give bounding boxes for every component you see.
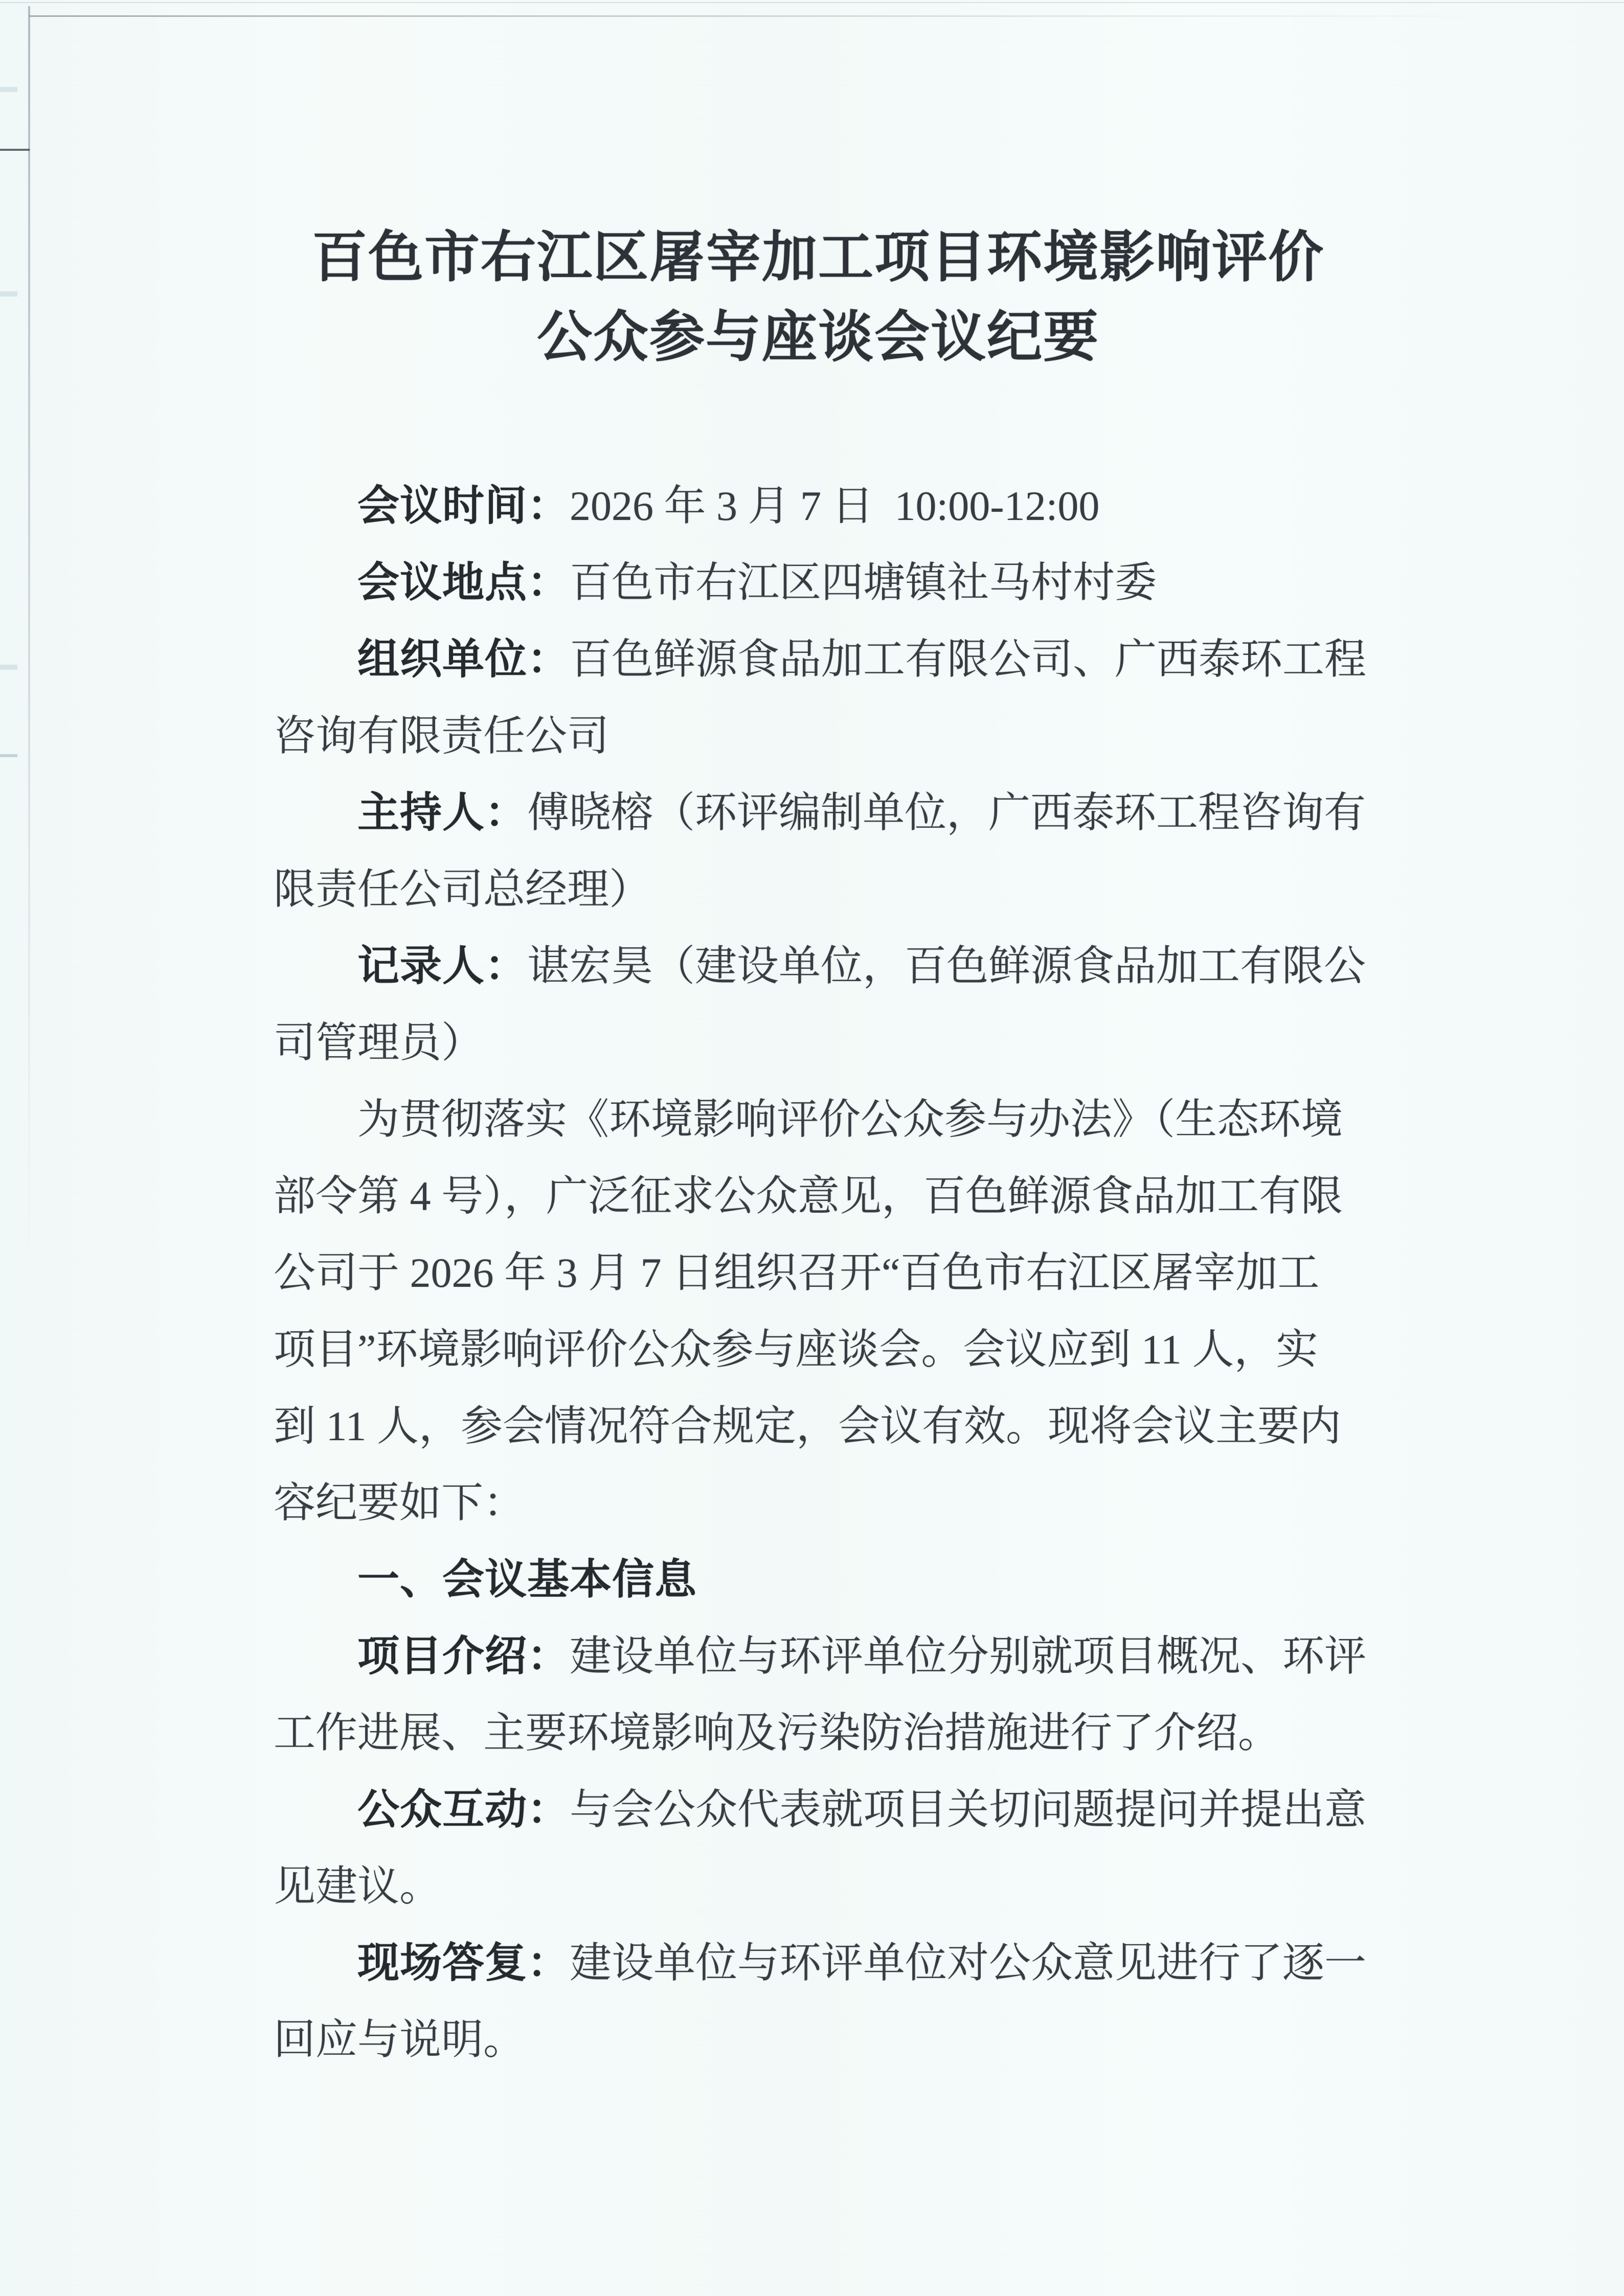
text-line — [274, 1848, 1363, 1925]
scan-edge-tick-mark — [0, 149, 30, 151]
text-segment: 容纪要如下： — [274, 1480, 526, 1526]
document-content — [274, 0, 1367, 2078]
text-line — [274, 1695, 1363, 1771]
text-segment: 咨询有限责任公司 — [274, 713, 610, 759]
text-line — [274, 1005, 1363, 1081]
text-segment: 见建议。 — [274, 1863, 442, 1909]
text-line — [274, 1618, 1367, 1695]
field-label: 记录人： — [357, 943, 528, 989]
document-title-line-1: 百色市右江区屠宰加工项目环境影响评价 — [311, 228, 1324, 288]
field-label: 会议地点： — [357, 559, 570, 606]
text-line — [274, 1388, 1363, 1465]
text-segment: 谌宏昊（建设单位，百色鲜源食品加工有限公 — [527, 943, 1366, 989]
scan-edge-smudge — [0, 291, 17, 297]
document-title — [274, 218, 1363, 378]
text-segment: 与会公众代表就项目关切问题提问并提出意 — [570, 1786, 1367, 1833]
field-label: 公众互动： — [357, 1786, 570, 1833]
text-line — [274, 621, 1367, 698]
text-line — [274, 1081, 1363, 1158]
text-line — [274, 1465, 1363, 1541]
field-label: 现场答复： — [357, 1940, 570, 1986]
text-line — [274, 1235, 1363, 1311]
document-body — [274, 468, 1367, 2078]
text-line — [274, 928, 1366, 1005]
text-segment: 百色市右江区四塘镇社马村村委 — [570, 559, 1157, 606]
scan-edge-smudge — [0, 754, 17, 757]
text-line — [274, 468, 1363, 544]
text-line — [274, 2002, 1363, 2078]
text-segment: 司管理员） — [274, 1019, 484, 1066]
text-segment: 2026 年 3 月 7 日 10:00-12:00 — [570, 483, 1100, 529]
text-segment: 为贯彻落实《环境影响评价公众参与办法》（生态环境 — [357, 1096, 1343, 1143]
text-line — [274, 1158, 1363, 1235]
text-segment: 工作进展、主要环境影响及污染防治措施进行了介绍。 — [274, 1710, 1280, 1756]
text-line — [274, 775, 1366, 851]
text-segment: 回应与说明。 — [274, 2016, 526, 2063]
text-line — [274, 851, 1363, 928]
text-segment: 到 11 人，参会情况符合规定，会议有效。现将会议主要内 — [274, 1403, 1341, 1449]
text-line — [274, 1541, 1363, 1618]
text-line — [274, 1771, 1367, 1848]
text-line — [274, 544, 1363, 621]
text-line — [274, 698, 1363, 775]
field-label: 一、会议基本信息 — [357, 1556, 697, 1603]
document-title-line-2: 公众参与座谈会议纪要 — [536, 307, 1099, 368]
field-label: 会议时间： — [357, 483, 570, 529]
text-segment: 限责任公司总经理） — [274, 866, 651, 913]
text-segment: 公司于 2026 年 3 月 7 日组织召开“百色市右江区屠宰加工 — [274, 1249, 1320, 1296]
field-label: 组织单位： — [357, 636, 570, 683]
text-line — [274, 1925, 1367, 2002]
field-label: 主持人： — [357, 789, 528, 836]
text-segment: 项目”环境影响评价公众参与座谈会。会议应到 11 人，实 — [274, 1326, 1318, 1373]
text-segment: 部令第 4 号），广泛征求公众意见，百色鲜源食品加工有限 — [274, 1173, 1343, 1219]
scan-page-edge-vertical-line — [28, 6, 30, 1284]
text-segment: 百色鲜源食品加工有限公司、广西泰环工程 — [570, 636, 1367, 683]
text-segment: 傅晓榕（环评编制单位，广西泰环工程咨询有 — [527, 789, 1366, 836]
field-label: 项目介绍： — [357, 1633, 570, 1679]
scan-edge-smudge — [0, 665, 17, 670]
scan-edge-smudge — [0, 87, 17, 92]
text-segment: 建设单位与环评单位分别就项目概况、环评 — [570, 1633, 1367, 1679]
text-segment: 建设单位与环评单位对公众意见进行了逐一 — [570, 1940, 1367, 1986]
text-line — [274, 1311, 1363, 1388]
